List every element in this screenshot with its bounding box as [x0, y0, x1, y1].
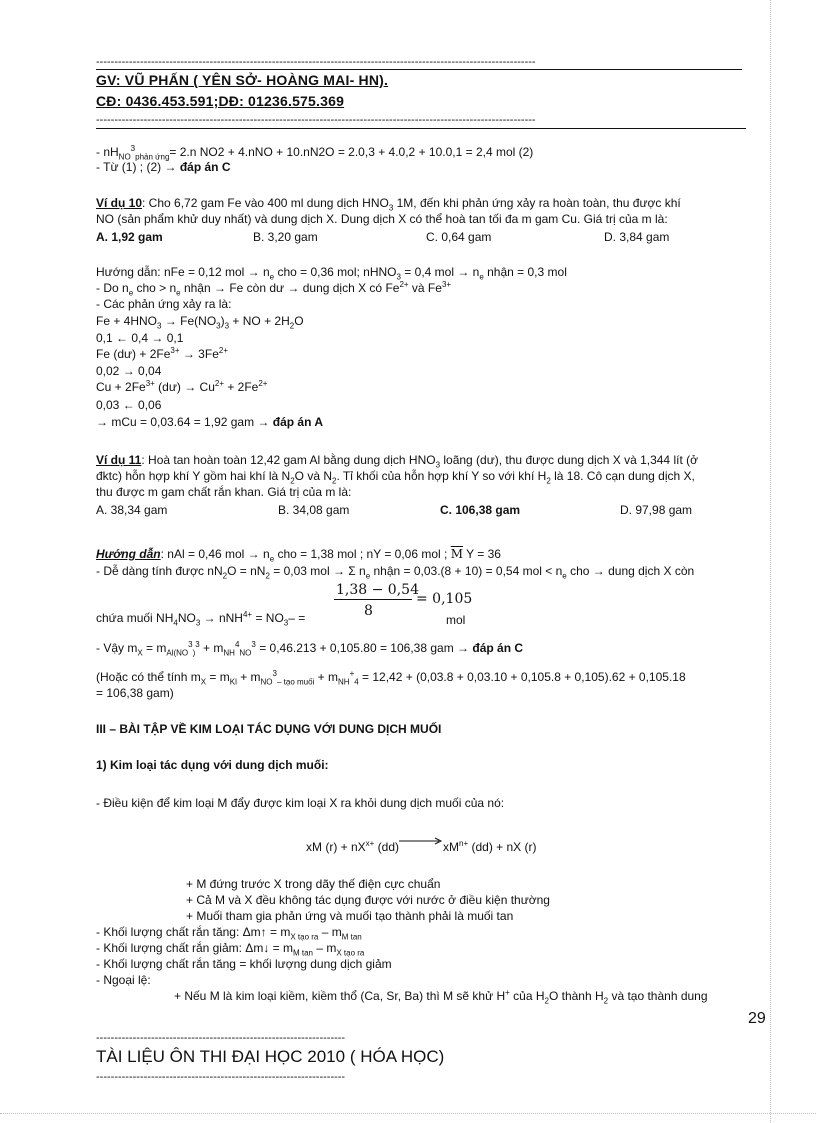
example-11-guide-5: (Hoặc có thể tính $m_X = m_{Kl} + m_{NO}^3_{- tạo muối} + m_{NH}^+_4 = 12,42 + (0,03.8 + 0,03.10 + 0,105.8 + 0,105).62 + 0,105.18$ — [96, 669, 686, 687]
example-11-guide-3: chứa muối $NH_4NO_3 \to nNH^{4+} = NO_3-$ = — [96, 610, 306, 628]
molar-mass-symbol: M — [450, 547, 463, 561]
example-10-guide-2: - Do $n_e$ cho > $n_e$ nhận → Fe còn dư → dung dịch X có $Fe^{2+}$ và $Fe^{3+}$ — [96, 280, 452, 298]
example-10-question-cont: NO (sản phẩm khử duy nhất) và dung dịch X. Dung dịch X có thể hoà tan tối đa m gam Cu. Giá trị của m là: — [96, 212, 668, 226]
fraction-result: = 0,105 — [416, 591, 473, 607]
example-10-option-b: B. 3,20 gam — [253, 230, 318, 244]
reaction-arrow-icon — [399, 834, 443, 848]
example-10-result: → mCu = 0,03.64 = 1,92 gam → đáp án A — [96, 415, 323, 429]
example-11-question-end: thu được m gam chất rắn khan. Giá trị của m là: — [96, 485, 352, 499]
example-10-moles-2: 0,02 → 0,04 — [96, 364, 162, 378]
example-11-guide-4: - Vậy $m_X = m_{Al(NO}^3_)^3 + m_{NH}^4_{NO}^3 = 0,46.213 + 0,105.80 = 106,38$ gam → đáp án C — [96, 640, 524, 658]
conclusion-line: - Từ (1) ; (2) → đáp án C — [96, 160, 231, 174]
example-10-moles-1: 0,1 ← 0,4 → 0,1 — [96, 331, 184, 345]
fraction-bar — [334, 599, 412, 600]
condition-intro: - Điều kiện để kim loại M đẩy được kim loại X ra khỏi dung dịch muối của nó: — [96, 796, 505, 810]
displacement-equation: xM $(r) + nX^{x+}$ (dd) $xM^{n+}$ (dd) + nX (r) — [306, 840, 537, 854]
calc-line-hno3: - $nH_{NO}^3_{phản ứng}= 2.n$ NO2 + 4.nNO + 10.nN2O = 2.0,3 + 4.0,2 + 10.0,1 = 2,4 mol (2) — [96, 144, 534, 162]
example-11-option-c: C. 106,38 gam — [440, 503, 521, 517]
header-phone: CĐ: 0436.453.591;DĐ: 01236.575.369 — [96, 93, 345, 109]
exception-1: + Nếu M là kim loại kiềm, kiềm thổ (Ca, Sr, Ba) thì M sẽ khử H+ của $H_2O$ thành $H_2$ và tạo thành dung — [174, 988, 708, 1006]
mass-rule-equality: - Khối lượng chất rắn tăng = khối lượng dung dịch giảm — [96, 957, 392, 971]
example-10-reaction-2: Fe (dư) + $2Fe^{3+} \to 3Fe^{2+}$ — [96, 346, 228, 361]
header-dashes-top: ------------------------------------------------------------------------------------------------------------------------ — [96, 56, 536, 68]
mass-rule-increase: - Khối lượng chất rắn tăng: Δm↑ = $m_{X tạo ra} - m_{M tan}$ — [96, 925, 362, 942]
footer-title: TÀI LIỆU ÔN THI ĐẠI HỌC 2010 ( HÓA HỌC) — [96, 1047, 445, 1066]
example-11-guide-6: = 106,38 gam) — [96, 686, 174, 700]
example-10-guide-3: - Các phản ứng xảy ra là: — [96, 297, 232, 311]
header-dashes-bottom: ------------------------------------------------------------------------------------------------------------------------ — [96, 114, 536, 126]
example-11-guide-2: - Dễ dàng tính được $nN_2O = nN_2 = 0,03$ mol → Σ $n_e$ nhận = 0,03.(8 + 10) = 0,54 mol < $n_e$ cho → dung dịch X còn — [96, 564, 695, 581]
condition-2: + Cả M và X đều không tác dụng được với nước ở điều kiện thường — [186, 893, 550, 907]
example-11-guide-1: Hướng dẫn: nAl = 0,46 mol → $n_e$ cho = 1,38 mol ; nY = 0,06 mol ; M Y = 36 — [96, 547, 501, 564]
example-11-question: Ví dụ 11: Hoà tan hoàn toàn 12,42 gam Al bằng dung dịch $HNO_3$ loãng (dư), thu được dung dịch X và 1,344 lít (ở — [96, 453, 698, 470]
example-11-option-b: B. 34,08 gam — [278, 503, 350, 517]
page-border-right — [770, 0, 771, 1123]
header-rule-bottom — [96, 128, 746, 129]
page-border-bottom — [0, 1113, 816, 1114]
example-10-moles-3: 0,03 ← 0,06 — [96, 398, 162, 412]
footer-dashes-bottom: -------------------------------------------------------------------- — [96, 1071, 346, 1083]
section-3-title: III – BÀI TẬP VỀ KIM LOẠI TÁC DỤNG VỚI DUNG DỊCH MUỐI — [96, 722, 442, 736]
footer-dashes-top: -------------------------------------------------------------------- — [96, 1032, 346, 1044]
exception-label: - Ngoại lệ: — [96, 973, 151, 987]
page-number: 29 — [748, 1010, 766, 1027]
condition-1: + M đứng trước X trong dãy thế điện cực chuẩn — [186, 877, 441, 891]
example-11-question-cont: đktc) hỗn hợp khí Y gồm hai khí là $N_2O$ và $N_2$. Tỉ khối của hỗn hợp khí Y so với khí $H_2$ là 18. Cô cạn dung dịch X, — [96, 469, 695, 486]
example-10-reaction-3: $Cu + 2Fe^{3+}$ (dư) → $Cu^{2+} + 2Fe^{2+}$ — [96, 379, 268, 394]
fraction-numerator: 1,38 − 0,54 — [336, 582, 419, 598]
example-11-option-a: A. 38,34 gam — [96, 503, 168, 517]
example-10-question: Ví dụ 10: Cho 6,72 gam Fe vào 400 ml dung dịch $HNO_3$ 1M, đến khi phản ứng xảy ra hoàn toàn, thu được khí — [96, 196, 681, 213]
fraction-denominator: 8 — [364, 603, 373, 619]
example-10-guide-1: Hướng dẫn: nFe = 0,12 mol → $n_e$ cho = 0,36 mol; nHNO$_3$ = 0,4 mol → $n_e$ nhận = 0,3 mol — [96, 265, 567, 282]
example-10-option-c: C. 0,64 gam — [426, 230, 492, 244]
header-teacher: GV: VŨ PHẤN ( YÊN SỞ- HOÀNG MAI- HN). — [96, 72, 389, 88]
example-10-option-a: A. 1,92 gam — [96, 230, 163, 244]
header-rule-top — [96, 69, 742, 70]
example-11-option-d: D. 97,98 gam — [620, 503, 693, 517]
example-10-option-d: D. 3,84 gam — [604, 230, 670, 244]
mass-rule-decrease: - Khối lượng chất rắn giảm: Δm↓ = $m_{M tan} - m_{X tạo ra}$ — [96, 941, 365, 958]
fraction-unit: mol — [446, 613, 466, 627]
condition-3: + Muối tham gia phản ứng và muối tạo thành phải là muối tan — [186, 909, 514, 923]
example-10-reaction-1: $Fe + 4HNO_3 \to Fe(NO_3)_3$ + NO + $2H_2O$ — [96, 314, 304, 331]
section-3-subtitle: 1) Kim loại tác dụng với dung dịch muối: — [96, 758, 329, 772]
